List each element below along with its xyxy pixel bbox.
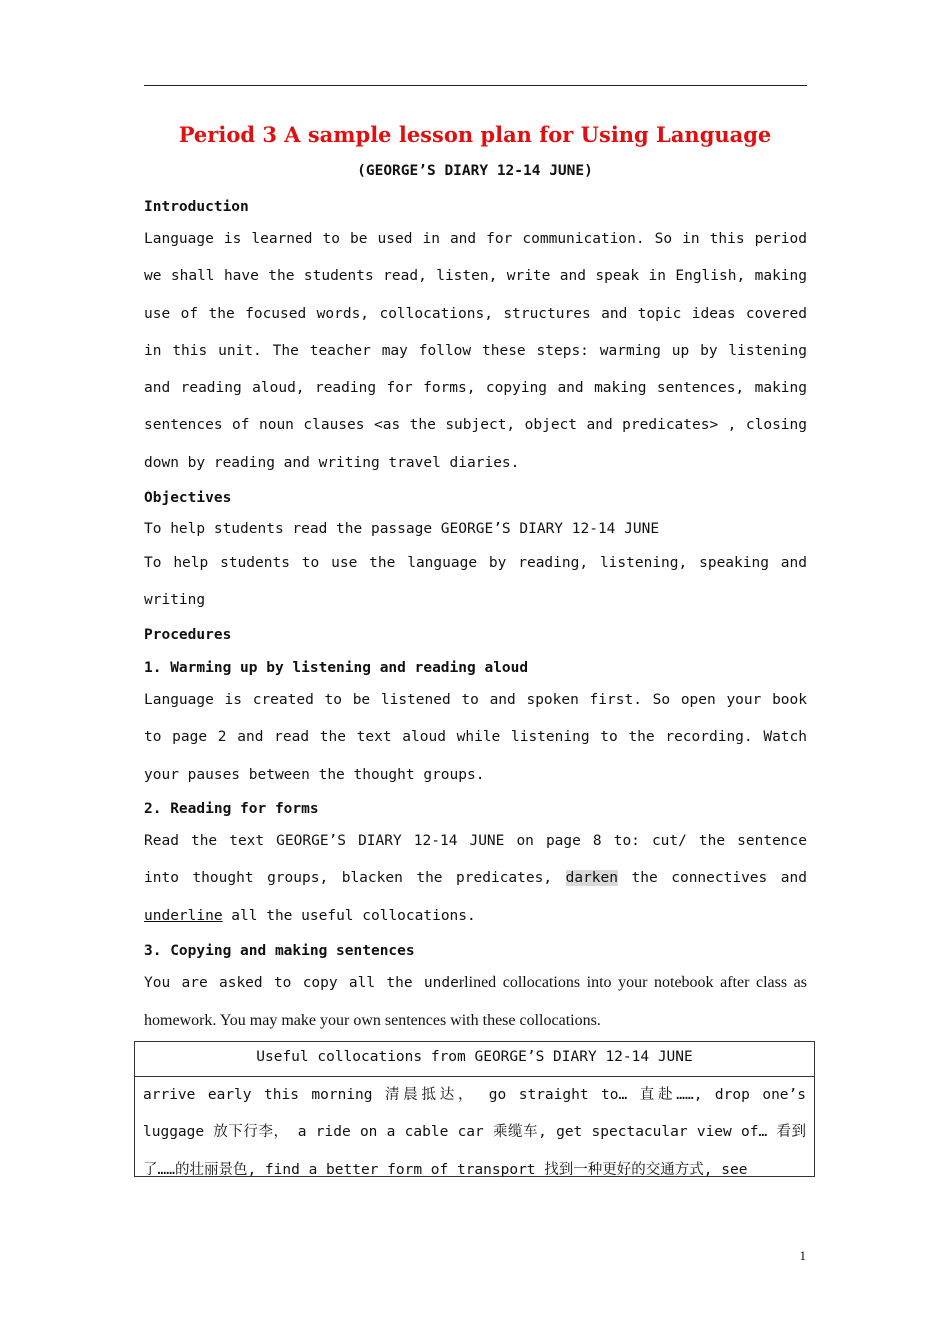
step-3-text — [144, 964, 807, 1041]
table-header: Useful collocations from GEORGE’S DIARY 12-14 JUNE — [135, 1042, 814, 1077]
objective-2: To help students to use the language by reading, listening, speaking and writing — [144, 555, 807, 609]
step-3-text-mono: You are asked to copy all the unde — [144, 975, 459, 991]
header-rule — [144, 85, 807, 86]
step-3-text-serif: rlined collocations into your notebook after class as homework. You may make your own sentences with these collocations. — [144, 974, 808, 1030]
page-number: 1 — [799, 1248, 806, 1263]
objectives-heading: Objectives — [144, 490, 232, 506]
shaded-word: darken — [565, 870, 618, 887]
step-2-text-middle: the connectives and — [618, 870, 807, 887]
introduction-text: Language is learned to be used in and for communication. So in this period we shall have the students read, listen, write and speak in English, making use of the focused words, collocations, structures and topic ideas covered in this unit. The teacher may follow these steps: warming up by listening and reading aloud, reading for forms, copying and making sentences, making sentences of noun clauses <as the subject, object and predicates> , closing down by reading and writing travel diaries. — [144, 231, 807, 471]
underlined-word: underline — [144, 907, 223, 924]
procedures-heading: Procedures — [144, 627, 232, 643]
step-2-text-before: Read the text GEORGE’S DIARY 12-14 JUNE on page 8 to: cut/ the sentence into thought groups, blacken the predicates, — [144, 833, 807, 887]
step-1-heading: 1. Warming up by listening and reading aloud — [144, 660, 529, 676]
step-3-heading: 3. Copying and making sentences — [144, 943, 415, 959]
step-2-text-after: all the useful collocations. — [222, 907, 476, 924]
step-2-text — [144, 823, 807, 935]
step-1-text: Language is created to be listened to and spoken first. So open your book to page 2 and read the text aloud while listening to the recording. Watch your pauses between the thought groups. — [144, 692, 807, 783]
step-2-heading: 2. Reading for forms — [144, 801, 319, 817]
table-body: arrive early this morning 清晨抵达， go straight to… 直赴……, drop one’s luggage 放下行李， a ride on a cable car 乘缆车, get spectacular view of… 看到了……的壮丽景色, find a better form of transport 找到一种更好的交通方式, see — [143, 1087, 806, 1177]
collocations-table — [134, 1041, 815, 1177]
page-title: Period 3 A sample lesson plan for Using Language — [178, 122, 772, 147]
introduction-heading: Introduction — [144, 199, 249, 215]
page-subtitle: (GEORGE’S DIARY 12-14 JUNE) — [357, 163, 593, 179]
objective-1: To help students read the passage GEORGE’S DIARY 12-14 JUNE — [144, 521, 660, 537]
